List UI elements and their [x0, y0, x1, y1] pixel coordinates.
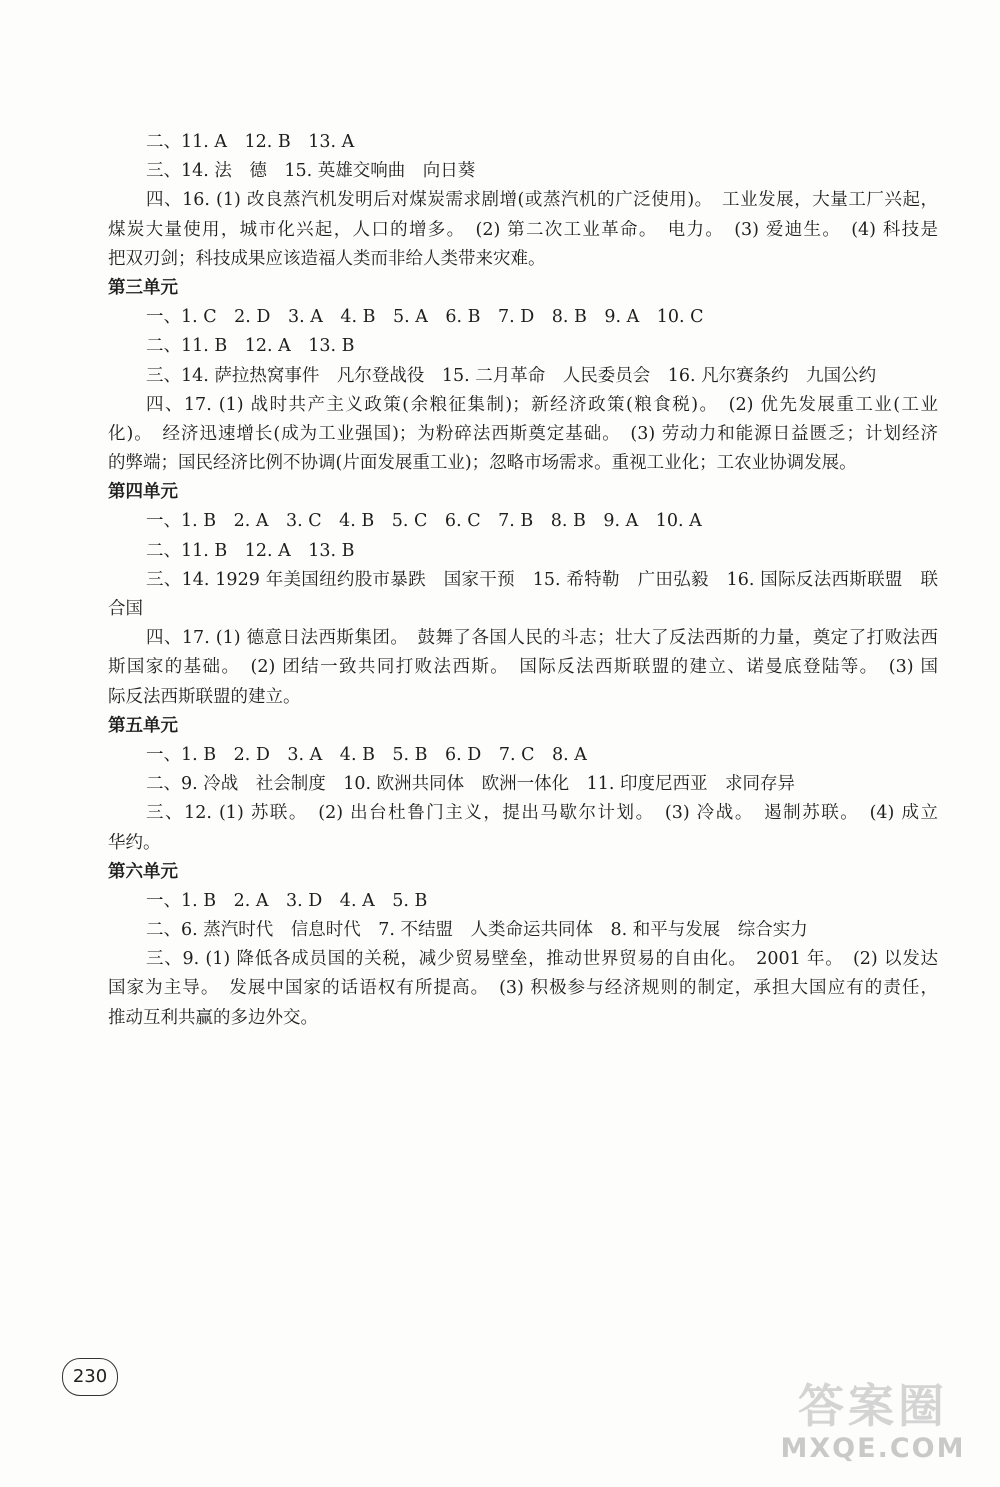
answer-line: 一、1. B 2. D 3. A 4. B 5. B 6. D 7. C 8. A [146, 744, 587, 765]
answer-line: 国家为主导。 发展中国家的话语权有所提高。 (3) 积极参与经济规则的制定，承担大国应有的责任， [108, 978, 938, 999]
answer-line: 一、1. C 2. D 3. A 4. B 5. A 6. B 7. D 8. B 9. A 10. C [146, 307, 704, 328]
answer-line: 一、1. B 2. A 3. D 4. A 5. B [146, 890, 428, 911]
answer-line: 三、14. 萨拉热窝事件 凡尔登战役 15. 二月革命 人民委员会 16. 凡尔赛条约 九国公约 [146, 365, 877, 386]
answer-line: 四、17. (1) 德意日法西斯集团。 鼓舞了各国人民的斗志；壮大了反法西斯的力量，奠定了打败法西 [146, 628, 938, 649]
answer-line: 一、1. B 2. A 3. C 4. B 5. C 6. C 7. B 8. B 9. A 10. A [146, 511, 702, 532]
answer-line: 二、6. 蒸汽时代 信息时代 7. 不结盟 人类命运共同体 8. 和平与发展 综合实力 [146, 920, 808, 941]
watermark-domain-text: MXQE.COM [780, 1433, 966, 1464]
answer-key-body [108, 128, 938, 1033]
answer-line: 三、9. (1) 降低各成员国的关税，减少贸易壁垒，推动世界贸易的自由化。 2001 年。 (2) 以发达 [146, 949, 938, 970]
unit-heading: 第三单元 [108, 277, 178, 298]
answer-line: 煤炭大量使用，城市化兴起，人口的增多。 (2) 第二次工业革命。 电力。 (3) 爱迪生。 (4) 科技是 [108, 219, 938, 240]
answer-line: 推动互利共赢的多边外交。 [108, 1007, 318, 1028]
answer-line: 二、11. A 12. B 13. A [146, 132, 355, 152]
watermark-logo-text: 答案圈 [798, 1379, 948, 1433]
answer-line: 三、14. 法 德 15. 英雄交响曲 向日葵 [146, 161, 476, 182]
page-number: 230 [62, 1358, 118, 1396]
answer-line: 二、9. 冷战 社会制度 10. 欧洲共同体 欧洲一体化 11. 印度尼西亚 求同存异 [146, 774, 796, 795]
answer-line: 二、11. B 12. A 13. B [146, 336, 355, 357]
answer-line: 四、17. (1) 战时共产主义政策(余粮征集制)；新经济政策(粮食税)。 (2) 优先发展重工业(工业 [146, 394, 938, 415]
answer-line: 化)。 经济迅速增长(成为工业强国)；为粉碎法西斯奠定基础。 (3) 劳动力和能源日益匮乏；计划经济 [108, 423, 938, 444]
answer-line: 二、11. B 12. A 13. B [146, 540, 355, 561]
unit-heading: 第六单元 [108, 861, 178, 882]
unit-heading: 第五单元 [108, 715, 178, 736]
answer-line: 三、14. 1929 年美国纽约股市暴跌 国家干预 15. 希特勒 广田弘毅 16. 国际反法西斯联盟 联 [146, 569, 938, 590]
answer-line: 合国 [108, 599, 143, 619]
answer-line: 把双刃剑；科技成果应该造福人类而非给人类带来灾难。 [108, 248, 546, 269]
unit-heading: 第四单元 [108, 482, 178, 503]
answer-line: 际反法西斯联盟的建立。 [108, 686, 301, 707]
answer-line: 华约。 [108, 832, 161, 853]
watermark-logo [758, 1380, 988, 1475]
answer-line: 四、16. (1) 改良蒸汽机发明后对煤炭需求剧增(或蒸汽机的广泛使用)。 工业发展，大量工厂兴起， [146, 190, 938, 211]
answer-line: 的弊端；国民经济比例不协调(片面发展重工业)；忽略市场需求。重视工业化；工农业协调发展。 [108, 453, 857, 474]
answer-line: 斯国家的基础。 (2) 团结一致共同打败法西斯。 国际反法西斯联盟的建立、诺曼底登陆等。 (3) 国 [108, 657, 938, 678]
answer-line: 三、12. (1) 苏联。 (2) 出台杜鲁门主义，提出马歇尔计划。 (3) 冷战。 遏制苏联。 (4) 成立 [146, 803, 938, 824]
